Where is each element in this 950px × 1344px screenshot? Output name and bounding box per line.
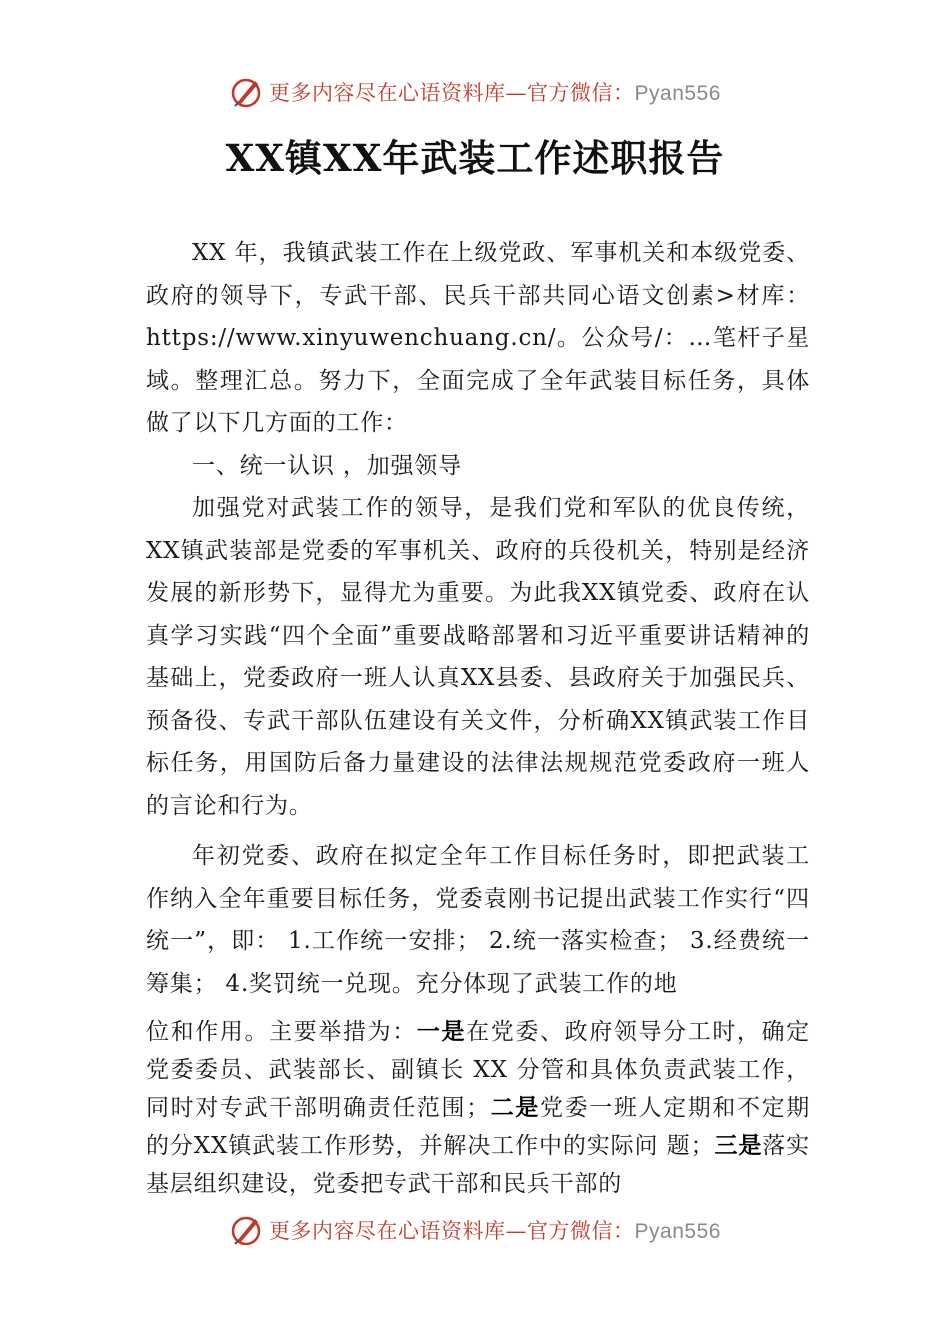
wechat-id: Pyan556 — [634, 82, 721, 105]
quill-pen-icon — [229, 75, 263, 109]
document-body — [146, 232, 810, 1203]
measure-1-text: 在党委、政府领导分工时，确定党委委员、武装部长、副镇长 XX 分管和具体负责武装工作，同时对专武干部明确责任范围； — [146, 1019, 810, 1121]
section-heading-1-text: 一、统一认识 ，加强领导 — [192, 452, 462, 479]
section-heading-1 — [146, 445, 810, 488]
paragraph-leadership: 加强党对武装工作的领导，是我们党和军队的优良传统，XX镇武装部是党委的军事机关、政府的兵役机关，特别是经济发展的新形势下，显得尤为重要。为此我XX镇党委、政府在认真学习实践“四个全面”重要战略部署和习近平重要讲话精神的基础上，党委政府一班人认真XX县委、县政府关于加强民兵、预备役、专武干部队伍建设有关文件，分析确XX镇武装工作目标任务，用国防后备力量建设的法律法规规范党委政府一班人的言论和行为。 — [146, 495, 810, 819]
measure-3-text: 落实基层组织建设，党委把专武干部和民兵干部的 — [146, 1133, 810, 1197]
paragraph-targets: 年初党委、政府在拟定全年工作目标任务时，即把武装工作纳入全年重要目标任务，党委袁刚书记提出武装工作实行“四统一”，即： 1.工作统一安排； 2.统一落实检查； 3.经费统一筹集； 4.奖罚统一兑现。充分体现了武装工作的地 — [146, 843, 810, 997]
header-banner — [0, 72, 950, 112]
banner-text — [269, 77, 721, 107]
measures-intro: 位和作用。主要举措为： — [146, 1019, 417, 1045]
paragraph-intro: XX 年，我镇武装工作在上级党政、军事机关和本级党委、政府的领导下，专武干部、民兵干部共同心语文创素>材库：https://www.xinyuwenchuang.cn/。公众号/：…笔杆子星域。整理汇总。努力下，全面完成了全年武装目标任务，具体做了以下几方面的工作： — [146, 240, 810, 436]
wechat-id: Pyan556 — [634, 1220, 721, 1243]
quill-pen-icon — [229, 1213, 263, 1247]
measure-2-text: 党委一班人定期和不定期的分XX镇武装工作形势，并解决工作中的实际问 题； — [146, 1095, 810, 1159]
bold-marker-1: 一是 — [416, 1019, 467, 1045]
document-title: XX镇XX年武装工作述职报告 — [225, 136, 725, 180]
bold-marker-2: 二是 — [489, 1095, 540, 1121]
banner-label: 更多内容尽在心语资料库—官方微信： — [269, 1219, 635, 1243]
bold-marker-3: 三是 — [714, 1133, 763, 1159]
paragraph-measures — [146, 1013, 810, 1203]
banner-label: 更多内容尽在心语资料库—官方微信： — [269, 81, 635, 105]
banner-text — [269, 1215, 721, 1245]
footer-banner — [0, 1210, 950, 1250]
